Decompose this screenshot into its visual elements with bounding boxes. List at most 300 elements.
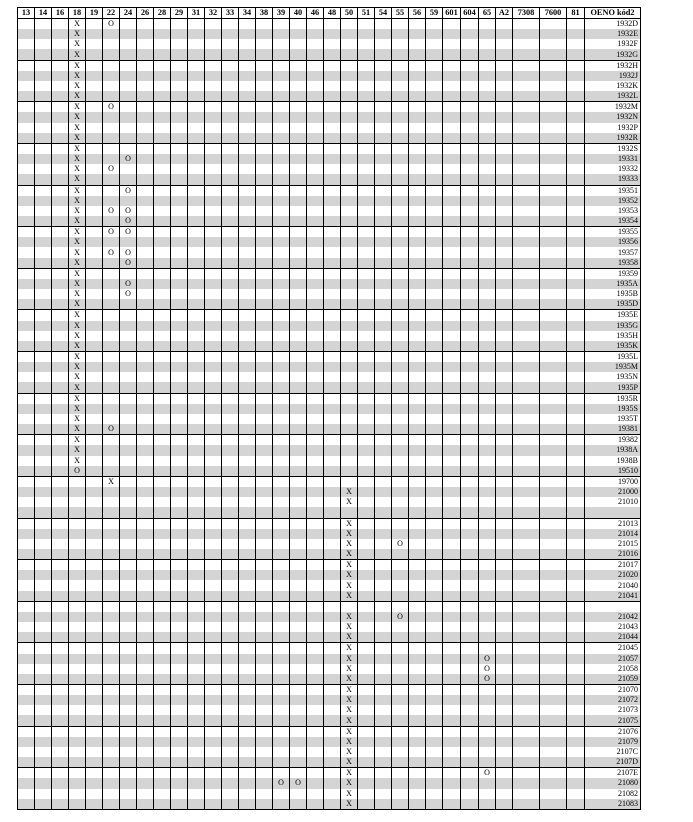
empty-cell bbox=[358, 310, 375, 321]
empty-cell bbox=[222, 71, 239, 81]
empty-cell bbox=[479, 789, 496, 799]
empty-cell bbox=[239, 112, 256, 122]
empty-cell bbox=[307, 445, 324, 455]
empty-cell bbox=[137, 580, 154, 590]
empty-cell bbox=[188, 664, 205, 674]
empty-cell bbox=[567, 164, 585, 174]
header-col-54: 54 bbox=[375, 8, 392, 19]
empty-cell bbox=[273, 382, 290, 393]
empty-cell bbox=[426, 747, 443, 757]
empty-cell bbox=[239, 185, 256, 196]
empty-cell bbox=[137, 352, 154, 363]
empty-cell bbox=[496, 654, 513, 664]
empty-cell bbox=[86, 685, 103, 696]
empty-cell bbox=[69, 529, 86, 539]
empty-cell bbox=[239, 174, 256, 185]
empty-cell bbox=[341, 102, 358, 113]
empty-cell bbox=[358, 362, 375, 372]
empty-cell bbox=[496, 164, 513, 174]
empty-cell bbox=[222, 560, 239, 571]
empty-cell bbox=[307, 331, 324, 341]
empty-cell bbox=[443, 372, 461, 382]
empty-cell bbox=[205, 39, 222, 49]
oeno-code-cell: 21082 bbox=[585, 789, 641, 799]
empty-cell bbox=[443, 476, 461, 487]
oeno-code-cell: 2107C bbox=[585, 747, 641, 757]
empty-cell bbox=[409, 789, 426, 799]
empty-cell bbox=[273, 476, 290, 487]
empty-cell bbox=[375, 362, 392, 372]
oeno-code-cell: 19332 bbox=[585, 164, 641, 174]
empty-cell bbox=[324, 81, 341, 91]
empty-cell bbox=[290, 227, 307, 238]
empty-cell bbox=[137, 643, 154, 654]
empty-cell bbox=[120, 133, 137, 144]
empty-cell bbox=[256, 164, 273, 174]
empty-cell bbox=[290, 487, 307, 497]
empty-cell bbox=[171, 352, 188, 363]
empty-cell bbox=[443, 695, 461, 705]
empty-cell bbox=[567, 435, 585, 446]
empty-cell bbox=[188, 695, 205, 705]
empty-cell bbox=[290, 591, 307, 602]
empty-cell bbox=[137, 227, 154, 238]
empty-cell bbox=[52, 143, 69, 154]
empty-cell bbox=[103, 331, 120, 341]
empty-cell bbox=[120, 726, 137, 737]
empty-cell bbox=[154, 352, 171, 363]
empty-cell bbox=[256, 185, 273, 196]
empty-cell bbox=[154, 91, 171, 102]
empty-cell bbox=[103, 570, 120, 580]
empty-cell bbox=[256, 81, 273, 91]
empty-cell bbox=[239, 227, 256, 238]
table-row bbox=[18, 143, 641, 154]
empty-cell bbox=[461, 331, 479, 341]
empty-cell bbox=[392, 778, 409, 788]
empty-cell bbox=[18, 778, 35, 788]
empty-cell bbox=[205, 632, 222, 643]
oeno-code-cell: 21079 bbox=[585, 737, 641, 747]
empty-cell bbox=[461, 601, 479, 612]
empty-cell bbox=[256, 664, 273, 674]
empty-cell bbox=[52, 279, 69, 289]
mark-cell: X bbox=[341, 622, 358, 632]
mark-cell: O bbox=[103, 206, 120, 216]
empty-cell bbox=[375, 456, 392, 466]
empty-cell bbox=[239, 580, 256, 590]
empty-cell bbox=[35, 601, 52, 612]
empty-cell bbox=[307, 237, 324, 247]
empty-cell bbox=[52, 237, 69, 247]
empty-cell bbox=[120, 695, 137, 705]
empty-cell bbox=[222, 612, 239, 622]
empty-cell bbox=[496, 49, 513, 60]
empty-cell bbox=[205, 289, 222, 299]
empty-cell bbox=[540, 768, 567, 779]
empty-cell bbox=[567, 60, 585, 71]
empty-cell bbox=[188, 331, 205, 341]
empty-cell bbox=[154, 237, 171, 247]
table-row bbox=[18, 352, 641, 363]
empty-cell bbox=[307, 695, 324, 705]
empty-cell bbox=[137, 29, 154, 39]
empty-cell bbox=[154, 601, 171, 612]
empty-cell bbox=[307, 705, 324, 715]
oeno-code-cell: 21015 bbox=[585, 539, 641, 549]
empty-cell bbox=[307, 591, 324, 602]
empty-cell bbox=[222, 154, 239, 164]
empty-cell bbox=[358, 456, 375, 466]
empty-cell bbox=[409, 456, 426, 466]
empty-cell bbox=[103, 341, 120, 352]
header-col-24: 24 bbox=[120, 8, 137, 19]
empty-cell bbox=[567, 372, 585, 382]
empty-cell bbox=[222, 123, 239, 133]
empty-cell bbox=[290, 695, 307, 705]
empty-cell bbox=[239, 382, 256, 393]
empty-cell bbox=[392, 289, 409, 299]
empty-cell bbox=[205, 674, 222, 685]
empty-cell bbox=[567, 726, 585, 737]
empty-cell bbox=[205, 382, 222, 393]
empty-cell bbox=[426, 664, 443, 674]
mark-cell: X bbox=[341, 705, 358, 715]
empty-cell bbox=[273, 299, 290, 310]
empty-cell bbox=[426, 268, 443, 279]
table-row bbox=[18, 321, 641, 331]
empty-cell bbox=[409, 372, 426, 382]
empty-cell bbox=[426, 539, 443, 549]
empty-cell bbox=[188, 164, 205, 174]
mark-cell: X bbox=[341, 715, 358, 726]
oeno-code-cell: 1935T bbox=[585, 414, 641, 424]
empty-cell bbox=[171, 372, 188, 382]
empty-cell bbox=[137, 341, 154, 352]
empty-cell bbox=[239, 747, 256, 757]
empty-cell bbox=[540, 382, 567, 393]
empty-cell bbox=[137, 310, 154, 321]
empty-cell bbox=[290, 71, 307, 81]
empty-cell bbox=[513, 60, 540, 71]
empty-cell bbox=[307, 622, 324, 632]
empty-cell bbox=[324, 206, 341, 216]
empty-cell bbox=[307, 289, 324, 299]
empty-cell bbox=[540, 424, 567, 435]
empty-cell bbox=[154, 29, 171, 39]
empty-cell bbox=[205, 705, 222, 715]
empty-cell bbox=[496, 789, 513, 799]
empty-cell bbox=[392, 632, 409, 643]
empty-cell bbox=[188, 654, 205, 664]
empty-cell bbox=[324, 560, 341, 571]
empty-cell bbox=[222, 622, 239, 632]
empty-cell bbox=[256, 778, 273, 788]
empty-cell bbox=[358, 424, 375, 435]
empty-cell bbox=[307, 39, 324, 49]
empty-cell bbox=[18, 435, 35, 446]
empty-cell bbox=[171, 580, 188, 590]
empty-cell bbox=[171, 685, 188, 696]
empty-cell bbox=[375, 674, 392, 685]
empty-cell bbox=[239, 247, 256, 257]
empty-cell bbox=[154, 216, 171, 227]
empty-cell bbox=[392, 382, 409, 393]
oeno-code-cell: 19354 bbox=[585, 216, 641, 227]
empty-cell bbox=[103, 435, 120, 446]
empty-cell bbox=[496, 674, 513, 685]
empty-cell bbox=[392, 497, 409, 507]
empty-cell bbox=[103, 580, 120, 590]
empty-cell bbox=[341, 393, 358, 404]
empty-cell bbox=[461, 591, 479, 602]
mark-cell: X bbox=[69, 164, 86, 174]
empty-cell bbox=[513, 466, 540, 477]
empty-cell bbox=[567, 622, 585, 632]
empty-cell bbox=[540, 279, 567, 289]
empty-cell bbox=[496, 768, 513, 779]
empty-cell bbox=[103, 123, 120, 133]
empty-cell bbox=[324, 737, 341, 747]
empty-cell bbox=[358, 685, 375, 696]
oeno-code-cell: 21058 bbox=[585, 664, 641, 674]
empty-cell bbox=[52, 289, 69, 299]
empty-cell bbox=[443, 674, 461, 685]
empty-cell bbox=[392, 799, 409, 810]
empty-cell bbox=[341, 466, 358, 477]
empty-cell bbox=[239, 799, 256, 810]
empty-cell bbox=[86, 591, 103, 602]
empty-cell bbox=[341, 49, 358, 60]
empty-cell bbox=[324, 768, 341, 779]
empty-cell bbox=[188, 768, 205, 779]
empty-cell bbox=[205, 133, 222, 144]
mark-cell: X bbox=[69, 382, 86, 393]
empty-cell bbox=[540, 664, 567, 674]
empty-cell bbox=[205, 196, 222, 206]
table-row bbox=[18, 279, 641, 289]
oeno-code-cell: 21020 bbox=[585, 570, 641, 580]
empty-cell bbox=[540, 518, 567, 529]
empty-cell bbox=[375, 497, 392, 507]
empty-cell bbox=[171, 476, 188, 487]
empty-cell bbox=[171, 601, 188, 612]
empty-cell bbox=[479, 424, 496, 435]
table-row bbox=[18, 91, 641, 102]
empty-cell bbox=[120, 268, 137, 279]
table-row bbox=[18, 29, 641, 39]
empty-cell bbox=[479, 39, 496, 49]
empty-cell bbox=[154, 487, 171, 497]
empty-cell bbox=[392, 580, 409, 590]
empty-cell bbox=[461, 685, 479, 696]
empty-cell bbox=[426, 19, 443, 30]
empty-cell bbox=[479, 529, 496, 539]
empty-cell bbox=[443, 133, 461, 144]
empty-cell bbox=[567, 654, 585, 664]
empty-cell bbox=[496, 196, 513, 206]
empty-cell bbox=[222, 102, 239, 113]
empty-cell bbox=[567, 102, 585, 113]
empty-cell bbox=[479, 81, 496, 91]
empty-cell bbox=[239, 310, 256, 321]
empty-cell bbox=[513, 695, 540, 705]
empty-cell bbox=[461, 268, 479, 279]
empty-cell bbox=[256, 414, 273, 424]
empty-cell bbox=[290, 81, 307, 91]
empty-cell bbox=[375, 279, 392, 289]
empty-cell bbox=[256, 227, 273, 238]
empty-cell bbox=[479, 601, 496, 612]
empty-cell bbox=[375, 414, 392, 424]
table-row bbox=[18, 174, 641, 185]
oeno-code-cell bbox=[585, 507, 641, 518]
empty-cell bbox=[137, 133, 154, 144]
header-col-81: 81 bbox=[567, 8, 585, 19]
empty-cell bbox=[205, 643, 222, 654]
empty-cell bbox=[540, 487, 567, 497]
empty-cell bbox=[239, 445, 256, 455]
empty-cell bbox=[205, 321, 222, 331]
header-col-51: 51 bbox=[358, 8, 375, 19]
empty-cell bbox=[324, 757, 341, 768]
empty-cell bbox=[461, 414, 479, 424]
empty-cell bbox=[256, 60, 273, 71]
empty-cell bbox=[426, 778, 443, 788]
empty-cell bbox=[496, 539, 513, 549]
empty-cell bbox=[290, 643, 307, 654]
empty-cell bbox=[540, 341, 567, 352]
mark-cell: O bbox=[290, 778, 307, 788]
empty-cell bbox=[18, 601, 35, 612]
empty-cell bbox=[324, 196, 341, 206]
empty-cell bbox=[137, 601, 154, 612]
empty-cell bbox=[567, 747, 585, 757]
empty-cell bbox=[171, 560, 188, 571]
empty-cell bbox=[496, 185, 513, 196]
table-row bbox=[18, 71, 641, 81]
empty-cell bbox=[307, 133, 324, 144]
empty-cell bbox=[358, 632, 375, 643]
empty-cell bbox=[52, 71, 69, 81]
oeno-code-cell: 2107D bbox=[585, 757, 641, 768]
empty-cell bbox=[290, 91, 307, 102]
empty-cell bbox=[513, 39, 540, 49]
empty-cell bbox=[35, 632, 52, 643]
empty-cell bbox=[154, 143, 171, 154]
empty-cell bbox=[18, 164, 35, 174]
empty-cell bbox=[324, 268, 341, 279]
empty-cell bbox=[188, 185, 205, 196]
empty-cell bbox=[137, 382, 154, 393]
empty-cell bbox=[222, 768, 239, 779]
empty-cell bbox=[358, 715, 375, 726]
mark-cell: X bbox=[341, 799, 358, 810]
empty-cell bbox=[52, 529, 69, 539]
empty-cell bbox=[567, 632, 585, 643]
empty-cell bbox=[496, 476, 513, 487]
empty-cell bbox=[205, 414, 222, 424]
empty-cell bbox=[479, 685, 496, 696]
empty-cell bbox=[324, 664, 341, 674]
empty-cell bbox=[86, 612, 103, 622]
empty-cell bbox=[426, 352, 443, 363]
empty-cell bbox=[496, 372, 513, 382]
empty-cell bbox=[222, 799, 239, 810]
empty-cell bbox=[443, 507, 461, 518]
empty-cell bbox=[324, 174, 341, 185]
empty-cell bbox=[35, 247, 52, 257]
empty-cell bbox=[567, 539, 585, 549]
empty-cell bbox=[341, 331, 358, 341]
empty-cell bbox=[120, 497, 137, 507]
empty-cell bbox=[273, 133, 290, 144]
empty-cell bbox=[52, 726, 69, 737]
empty-cell bbox=[273, 372, 290, 382]
empty-cell bbox=[479, 60, 496, 71]
empty-cell bbox=[86, 715, 103, 726]
empty-cell bbox=[426, 674, 443, 685]
empty-cell bbox=[239, 91, 256, 102]
empty-cell bbox=[256, 674, 273, 685]
empty-cell bbox=[426, 404, 443, 414]
empty-cell bbox=[69, 664, 86, 674]
header-col-14: 14 bbox=[35, 8, 52, 19]
empty-cell bbox=[341, 112, 358, 122]
empty-cell bbox=[513, 71, 540, 81]
table-row bbox=[18, 382, 641, 393]
empty-cell bbox=[239, 102, 256, 113]
empty-cell bbox=[567, 112, 585, 122]
empty-cell bbox=[239, 133, 256, 144]
empty-cell bbox=[137, 456, 154, 466]
empty-cell bbox=[239, 352, 256, 363]
empty-cell bbox=[256, 737, 273, 747]
empty-cell bbox=[392, 705, 409, 715]
empty-cell bbox=[461, 476, 479, 487]
empty-cell bbox=[392, 102, 409, 113]
empty-cell bbox=[171, 737, 188, 747]
mark-cell: X bbox=[341, 518, 358, 529]
empty-cell bbox=[222, 372, 239, 382]
empty-cell bbox=[18, 299, 35, 310]
empty-cell bbox=[171, 143, 188, 154]
empty-cell bbox=[137, 612, 154, 622]
empty-cell bbox=[35, 174, 52, 185]
empty-cell bbox=[137, 549, 154, 560]
empty-cell bbox=[409, 570, 426, 580]
empty-cell bbox=[52, 685, 69, 696]
empty-cell bbox=[239, 341, 256, 352]
empty-cell bbox=[273, 580, 290, 590]
empty-cell bbox=[324, 19, 341, 30]
empty-cell bbox=[324, 529, 341, 539]
empty-cell bbox=[35, 112, 52, 122]
empty-cell bbox=[171, 539, 188, 549]
table-row bbox=[18, 154, 641, 164]
empty-cell bbox=[567, 664, 585, 674]
oeno-code-cell: 21042 bbox=[585, 612, 641, 622]
empty-cell bbox=[375, 341, 392, 352]
empty-cell bbox=[120, 29, 137, 39]
empty-cell bbox=[307, 216, 324, 227]
empty-cell bbox=[239, 154, 256, 164]
empty-cell bbox=[171, 123, 188, 133]
empty-cell bbox=[513, 227, 540, 238]
empty-cell bbox=[18, 279, 35, 289]
empty-cell bbox=[443, 404, 461, 414]
empty-cell bbox=[461, 154, 479, 164]
